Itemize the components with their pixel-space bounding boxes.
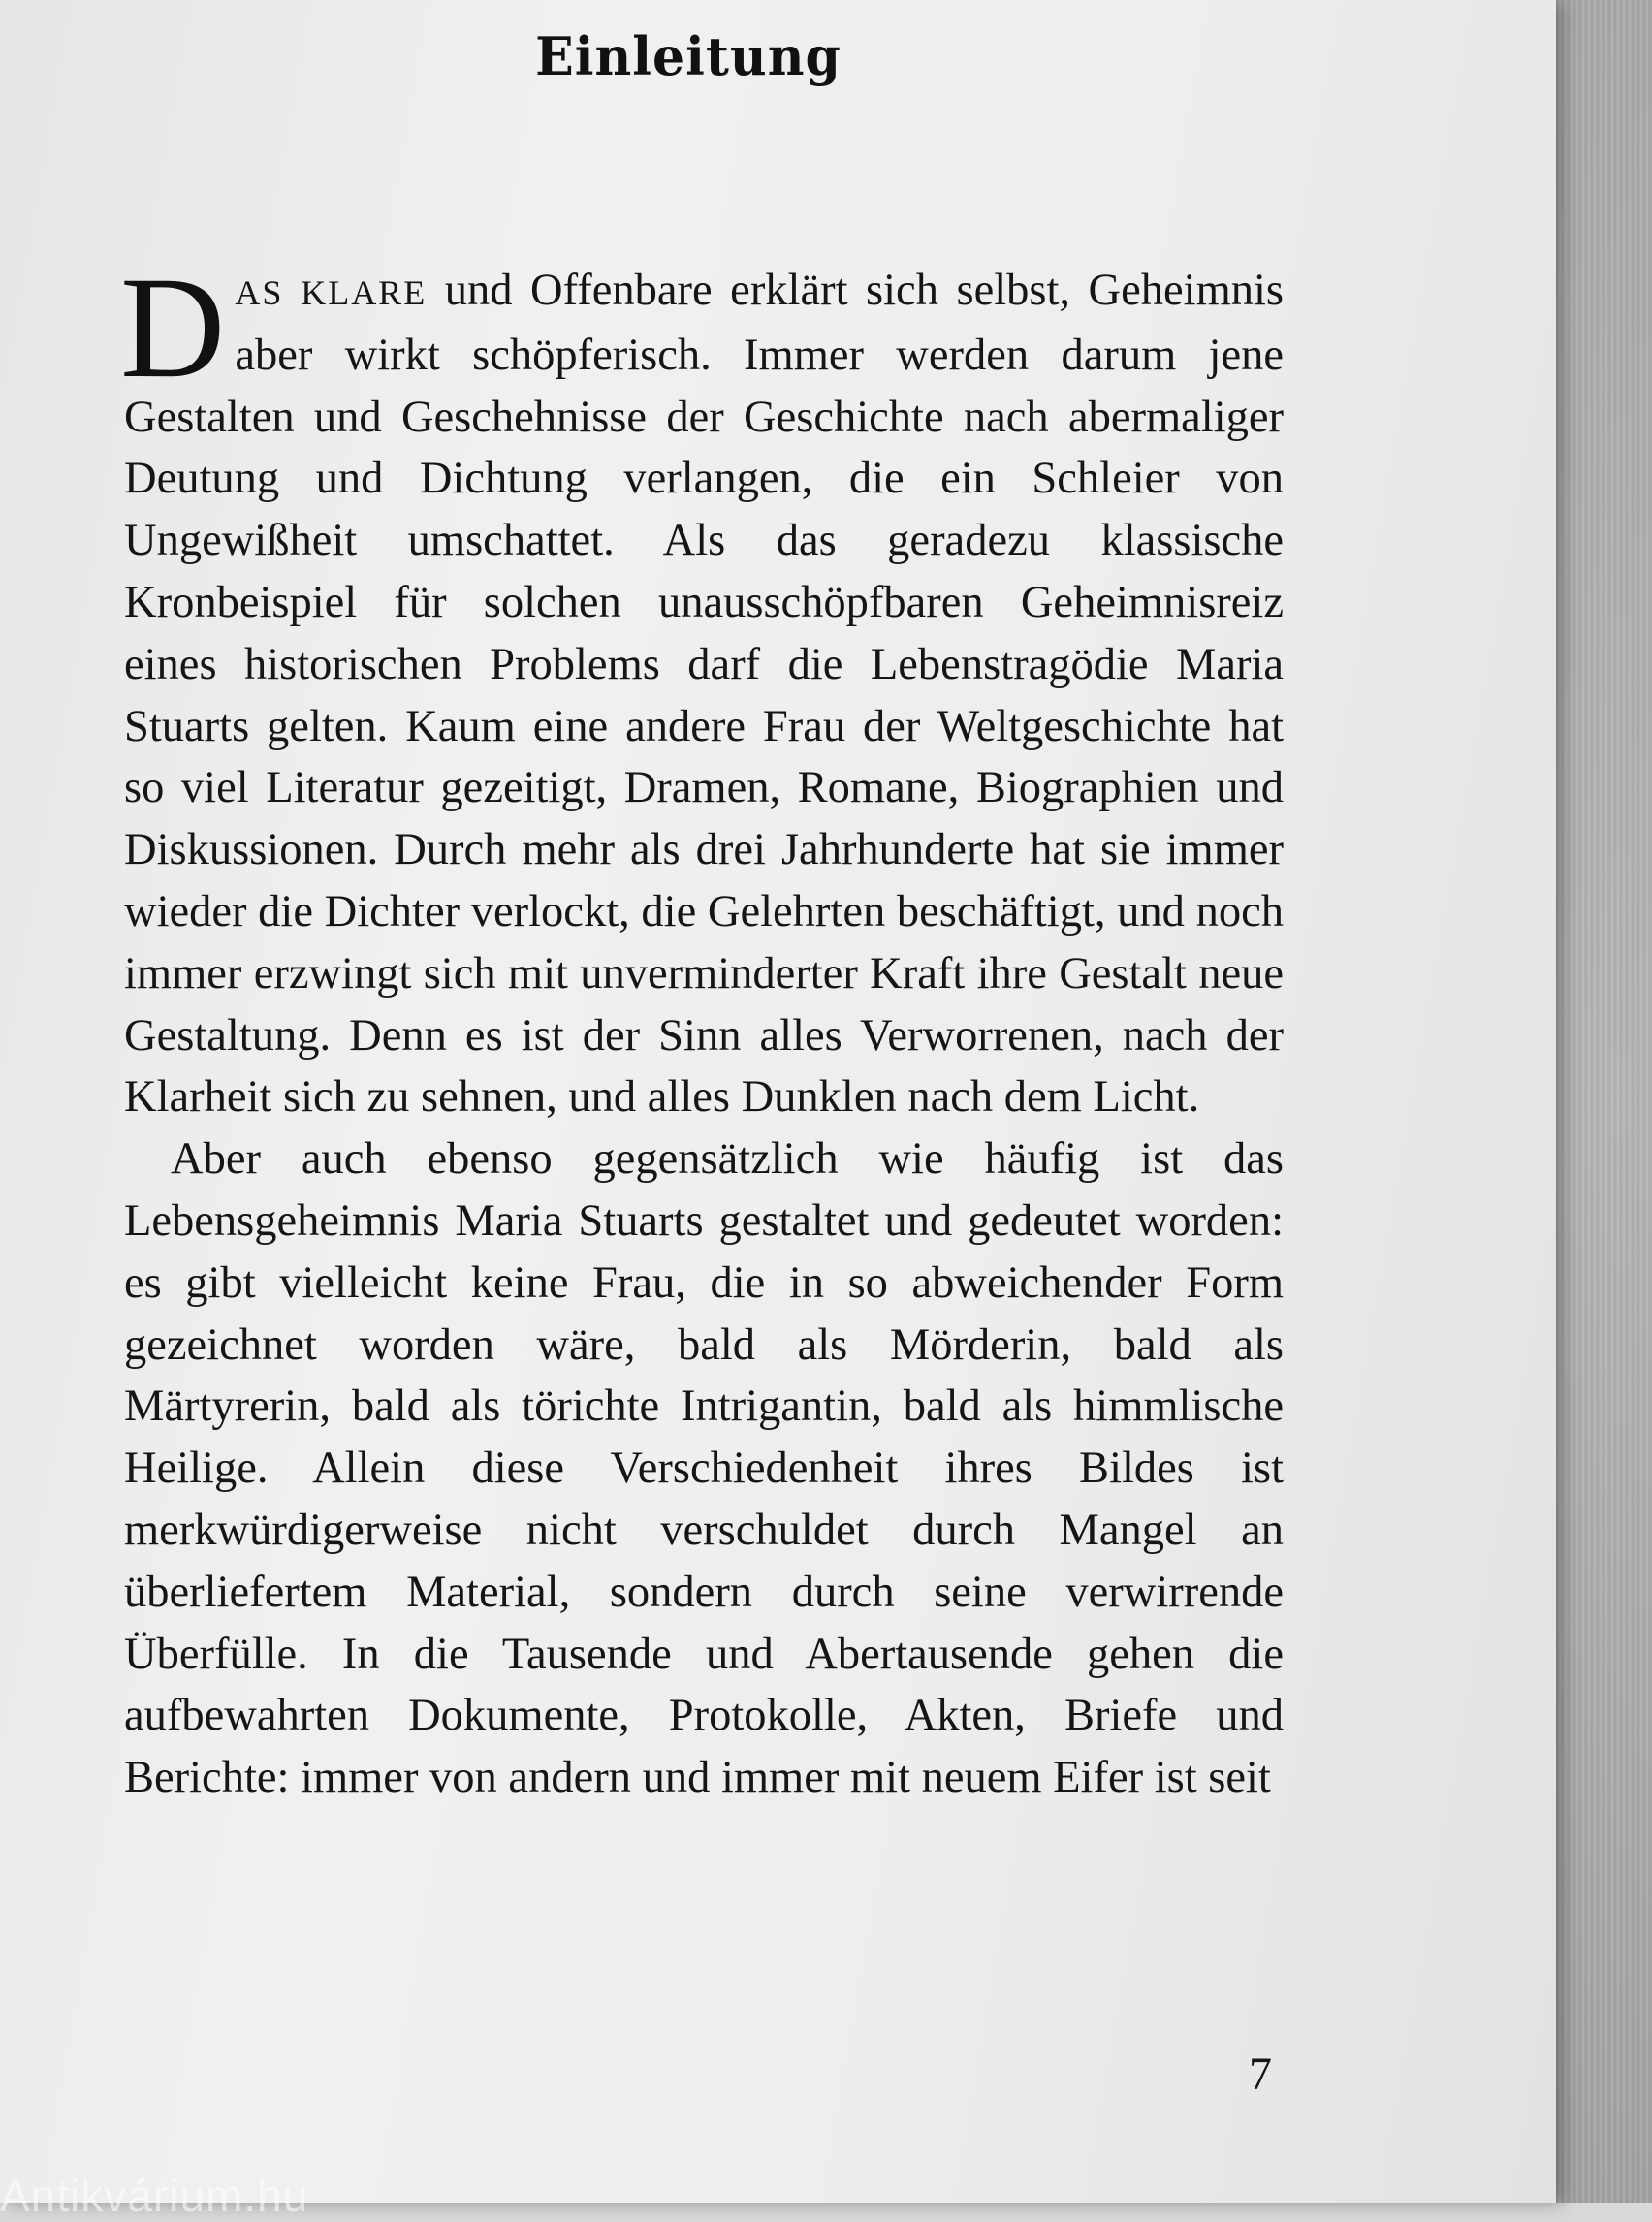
chapter-heading: Einleitung — [535, 25, 842, 88]
page-number: 7 — [1249, 2048, 1272, 2100]
body-text — [120, 247, 1285, 1809]
paragraph-1-text: und Offenbare erklärt sich selbst, Geheimnis aber wirkt schöpferisch. Immer werden darum jene Gestalten und Geschehnisse der Geschichte nach abermaliger Deutung und Dichtung verlangen, die ein Schleier von Ungewißheit umschattet. Als das geradezu klassische Kronbeispiel für solchen unausschöpfbaren Geheimnisreiz eines historischen Problems darf die Lebenstragödie Maria Stuarts gelten. Kaum eine andere Frau der Weltgeschichte hat so viel Literatur gezeitigt, Dramen, Romane, Biographien und Diskussionen. Durch mehr als drei Jahrhunderte hat sie immer wieder die Dichter verlockt, die Gelehrten beschäftigt, und noch immer erzwingt sich mit unverminderter Kraft ihre Gestalt neue Gestaltung. Denn es ist der Sinn alles Verworrenen, nach der Klarheit sich zu sehnen, und alles Dunklen nach dem Licht. — [124, 266, 1285, 1123]
paragraph-2: Aber auch ebenso gegensätzlich wie häufig ist das Lebensgeheimnis Maria Stuarts gestaltet und gedeutet worden: es gibt vielleicht keine Frau, die in so abweichender Form gezeichnet worden wäre, bald als Mörderin, bald als Märtyrerin, bald als törichte Intrigantin, bald als himmlische Heilige. Allein diese Verschiedenheit ihres Bildes ist merkwürdigerweise nicht verschuldet durch Mangel an überliefertem Material, sondern durch seine verwirrende Überfülle. In die Tausende und Abertausende gehen die aufbewahrten Dokumente, Protokolle, Akten, Briefe und Berichte: immer von andern und immer mit neuem Eifer ist seit — [124, 1134, 1284, 1803]
watermark: Antikvárium.hu — [0, 2171, 309, 2221]
drop-cap: D — [120, 247, 226, 408]
lead-small-caps: AS KLARE — [235, 273, 428, 312]
background-surface — [1541, 0, 1652, 2203]
paragraph-1 — [120, 247, 1285, 1128]
